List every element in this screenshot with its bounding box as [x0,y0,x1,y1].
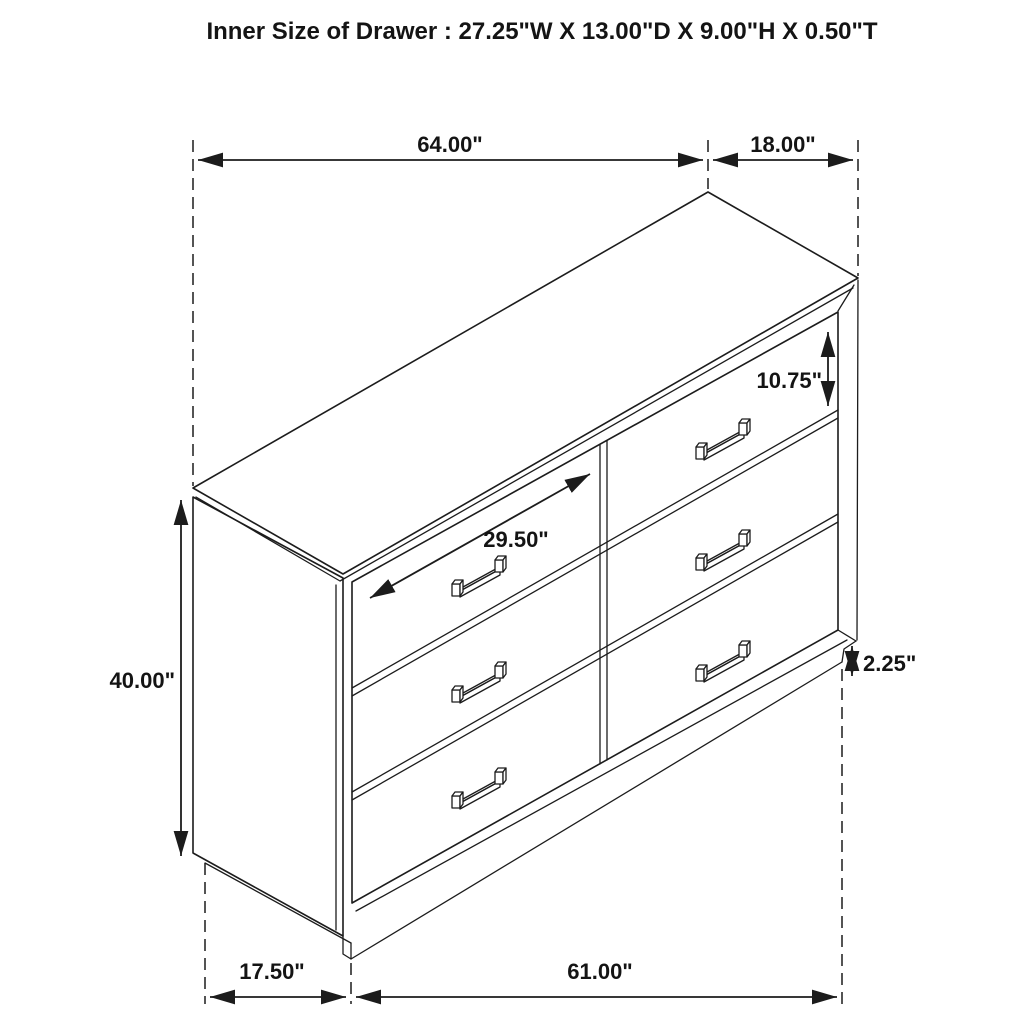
dim-label-top-depth: 18.00" [750,132,816,157]
dresser-right-edge [838,280,858,641]
dim-label-drawer-front-width: 29.50" [483,527,549,552]
dim-label-base-width: 61.00" [567,959,633,984]
dim-label-top-width: 64.00" [417,132,483,157]
dim-label-overall-height: 40.00" [109,668,175,693]
page-title: Inner Size of Drawer : 27.25"W X 13.00"D X 9.00"H X 0.50"T [206,18,878,45]
dresser-drawing [193,192,858,959]
dim-label-top-drawer-height: 10.75" [756,368,822,393]
dim-label-base-depth: 17.50" [239,959,305,984]
dim-label-base-height: 2.25" [863,651,917,676]
